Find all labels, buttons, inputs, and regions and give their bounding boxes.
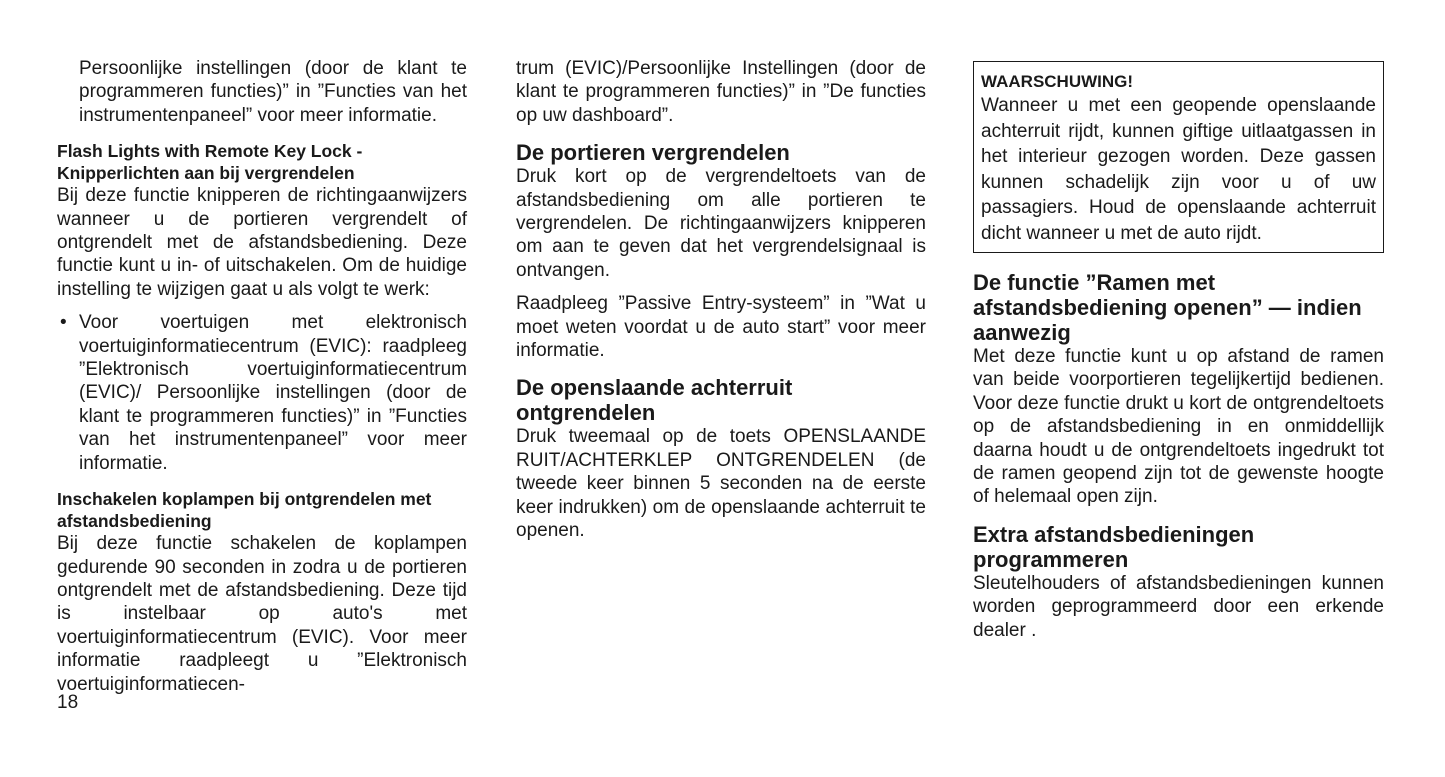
- bullet-text: Voor voertuigen met elektronisch voertuiginformatiecentrum (EVIC): raadpleeg ”Elektronisch voertuiginformatiecentrum (EVIC)/ Persoonlijke instellingen (door de klant te programmeren functies)” in ”Functies van het instrumentenpaneel” voor meer informatie.: [79, 312, 467, 474]
- paragraph-flash-lights: Bij deze functie knipperen de richtingaanwijzers wanneer u de portieren vergrendelt of ontgrendelt met de afstandsbediening. Deze functie kunt u in- of uitschakelen. Om de huidige instelling te wijzigen gaat u als volgt te werk:: [57, 185, 467, 300]
- warning-box: [973, 61, 1384, 253]
- warning-title: WAARSCHUWING!: [981, 72, 1134, 91]
- paragraph-evic-reference: Persoonlijke instellingen (door de klant te programmeren functies)” in ”Functies van het instrumentenpaneel” voor meer informatie.: [79, 58, 467, 126]
- column-right: [973, 270, 1384, 642]
- heading-headlights-unlock: Inschakelen koplampen bij ontgrendelen met afstandsbediening: [57, 489, 432, 532]
- heading-extra-remotes: Extra afstandsbedieningen programmeren: [973, 521, 1255, 572]
- paragraph-remote-windows: Met deze functie kunt u op afstand de ramen van beide voorportieren tegelijkertijd bedienen. Voor deze functie drukt u kort de ontgrendeltoets op de afstandsbediening in en onmiddellijk daarna houdt u de ontgrendeltoets ingedrukt tot de ramen geopend zijn tot de gewenste hoogte of helemaal open zijn.: [973, 346, 1384, 508]
- paragraph-headlights-unlock: Bij deze functie schakelen de koplampen gedurende 90 seconden in zodra u de portieren ontgrendelt met de afstandsbediening. Deze tijd is instelbaar op auto's met voertuiginformatiecentrum (EVIC). Voor meer informatie raadpleegt u ”Elektronisch voertuiginformatiecen-: [57, 533, 467, 695]
- heading-unlock-liftglass: De openslaande achterruit ontgrendelen: [516, 375, 793, 426]
- bullet-icon: •: [60, 312, 67, 334]
- heading-remote-windows: De functie ”Ramen met afstandsbediening openen” — indien aanwezig: [973, 270, 1362, 345]
- paragraph-evic-continuation: trum (EVIC)/Persoonlijke Instellingen (door de klant te programmeren functies)” in ”De functies op uw dashboard”.: [516, 58, 926, 126]
- paragraph-lock-doors: Druk kort op de vergrendeltoets van de afstandsbediening om alle portieren te vergrendelen. De richtingaanwijzers knipperen om aan te geven dat het vergrendelsignaal is ontvangen.: [516, 166, 926, 281]
- paragraph-passive-entry: Raadpleeg ”Passive Entry-systeem” in ”Wat u moet weten voordat u de auto start” voor meer informatie.: [516, 293, 926, 362]
- paragraph-extra-remotes: Sleutelhouders of afstandsbedieningen kunnen worden geprogrammeerd door een erkende dealer .: [973, 572, 1384, 641]
- column-left: [57, 57, 467, 696]
- list-item: [57, 311, 467, 475]
- page-number: 18: [57, 692, 79, 713]
- heading-lock-doors: De portieren vergrendelen: [516, 140, 790, 166]
- heading-flash-lights: Flash Lights with Remote Key Lock - Knipperlichten aan bij vergrendelen: [57, 141, 363, 184]
- warning-text: Wanneer u met een geopende openslaande achterruit rijdt, kunnen giftige uitlaatgassen in het interieur gezogen worden. Deze gassen kunnen schadelijk zijn voor u of uw passagiers. Houd de openslaande achterruit dicht wanneer u met de auto rijdt.: [981, 95, 1376, 244]
- paragraph-unlock-liftglass: Druk tweemaal op de toets OPENSLAANDE RUIT/ACHTERKLEP ONTGRENDELEN (de tweede keer binnen 5 seconden na de eerste keer indrukken) om de openslaande achterruit te openen.: [516, 426, 926, 542]
- column-middle: [516, 57, 926, 543]
